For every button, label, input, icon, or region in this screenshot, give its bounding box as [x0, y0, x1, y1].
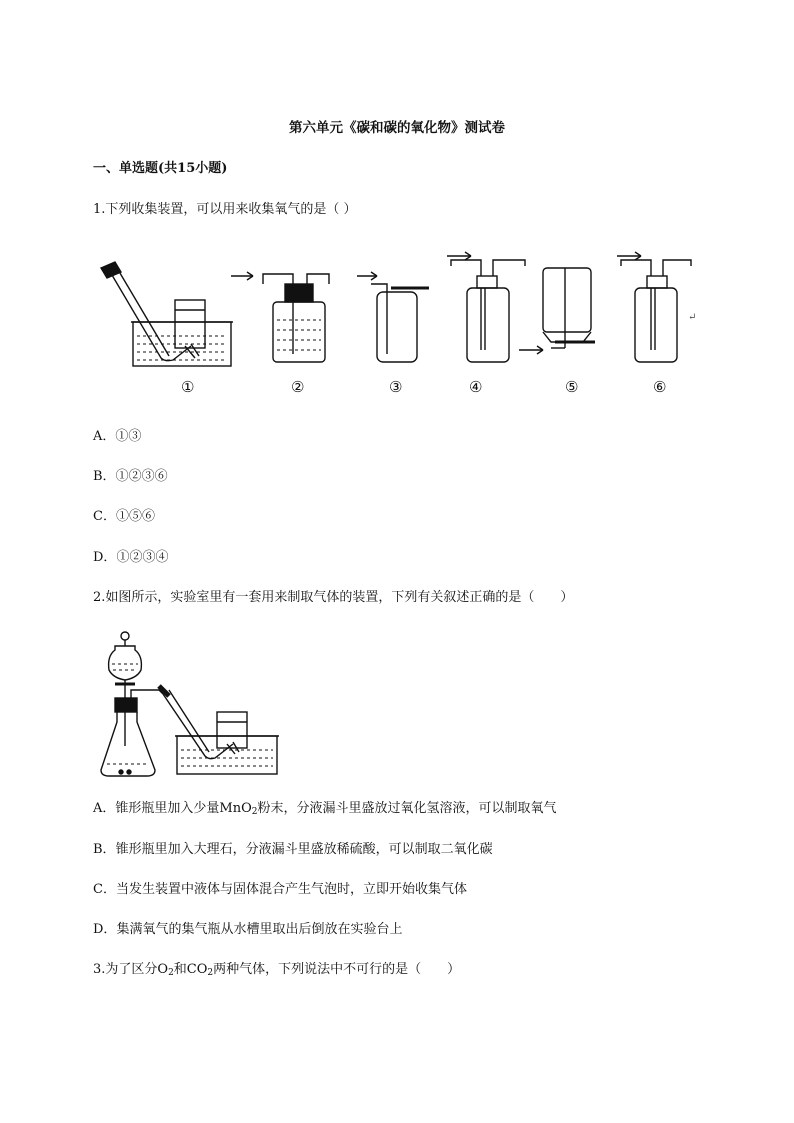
- figure-label-6: ⑥: [653, 378, 667, 396]
- question-1-stem: 1.下列收集装置，可以用来收集氧气的是（ ）: [93, 202, 357, 217]
- q2-option-a: A．锥形瓶里加入少量MnO$_2$粉末，分液漏斗里盛放过氧化氢溶液，可以制取氧气: [93, 801, 557, 817]
- apparatus-5: [519, 268, 595, 354]
- figure-label-5: ⑤: [565, 378, 579, 396]
- return-mark: ↵: [688, 312, 697, 323]
- page-title: 第六单元《碳和碳的氧化物》测试卷: [289, 120, 505, 136]
- q2-option-d: D．集满氧气的集气瓶从水槽里取出后倒放在实验台上: [93, 922, 403, 937]
- q1-option-a: A．①③: [93, 429, 142, 444]
- q2-apparatus-figure: [97, 626, 307, 782]
- question-2-stem: 2.如图所示，实验室里有一套用来制取气体的装置，下列有关叙述正确的是（ ）: [93, 590, 574, 605]
- figure-label-4: ④: [469, 378, 483, 396]
- apparatus-1: [109, 268, 233, 366]
- q1-option-c: C．①⑤⑥: [93, 509, 155, 524]
- figure-label-3: ③: [389, 378, 403, 396]
- q1-apparatus-figure: [95, 238, 705, 400]
- figure-label-2: ②: [291, 378, 305, 396]
- apparatus-3: [357, 272, 429, 362]
- apparatus-2: [231, 272, 329, 362]
- apparatus-6: [617, 252, 691, 362]
- question-3-stem: 3.为了区分$O_2$和$CO_2$两种气体，下列说法中不可行的是（ ）: [93, 962, 461, 978]
- figure-label-1: ①: [181, 378, 195, 396]
- apparatus-4: [447, 252, 525, 362]
- q1-option-b: B．①②③⑥: [93, 469, 168, 484]
- q2-option-b: B．锥形瓶里加入大理石，分液漏斗里盛放稀硫酸，可以制取二氧化碳: [93, 842, 493, 857]
- q2-option-c: C．当发生装置中液体与固体混合产生气泡时，立即开始收集气体: [93, 882, 467, 897]
- section-heading: 一、单选题(共15小题): [93, 161, 228, 176]
- q1-option-d: D．①②③④: [93, 550, 169, 565]
